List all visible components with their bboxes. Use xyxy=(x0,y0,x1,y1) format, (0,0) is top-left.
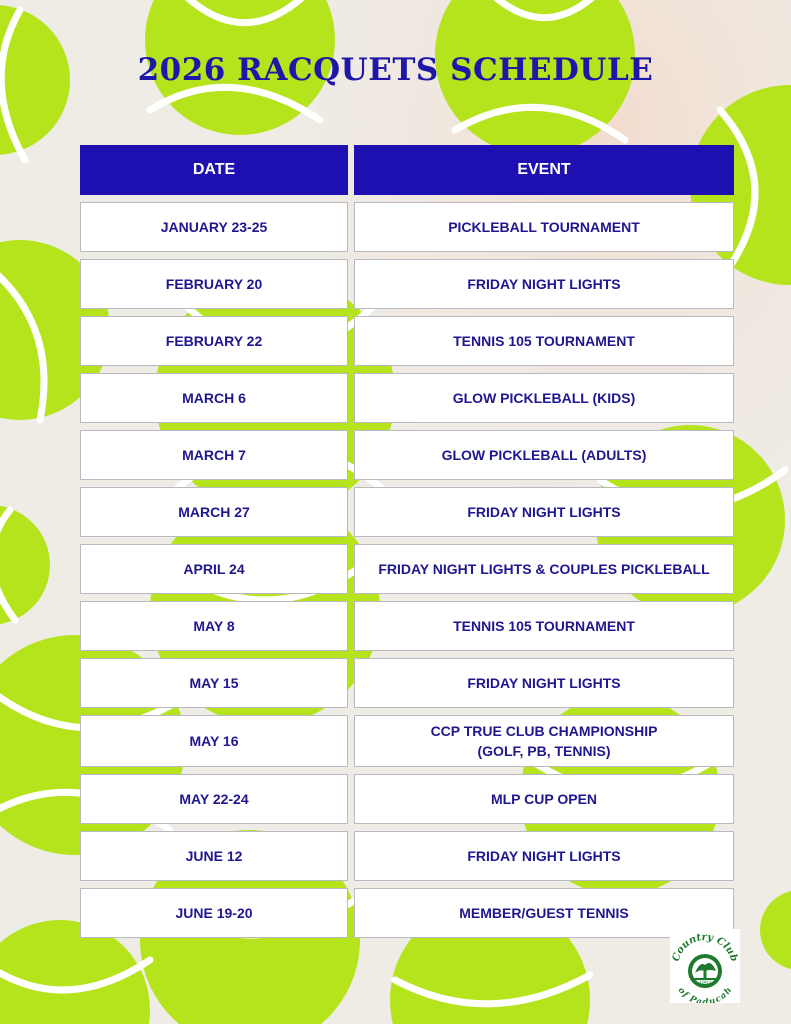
logo-year: 1902 xyxy=(698,980,712,986)
date-cell: MAY 8 xyxy=(80,601,348,651)
event-cell: CCP TRUE CLUB CHAMPIONSHIP (GOLF, PB, TENNIS) xyxy=(354,715,734,767)
date-cell: MARCH 7 xyxy=(80,430,348,480)
date-cell: JUNE 12 xyxy=(80,831,348,881)
table-row xyxy=(80,259,734,309)
event-cell: GLOW PICKLEBALL (ADULTS) xyxy=(354,430,734,480)
event-cell: PICKLEBALL TOURNAMENT xyxy=(354,202,734,252)
logo-bottom-text: of Paducah xyxy=(675,985,735,1003)
table-header-row xyxy=(80,145,734,195)
event-cell: FRIDAY NIGHT LIGHTS xyxy=(354,831,734,881)
event-cell: FRIDAY NIGHT LIGHTS xyxy=(354,259,734,309)
table-row xyxy=(80,658,734,708)
logo-top-text: Country Club xyxy=(670,931,740,963)
table-row xyxy=(80,430,734,480)
event-cell: TENNIS 105 TOURNAMENT xyxy=(354,316,734,366)
date-cell: MAY 16 xyxy=(80,715,348,767)
event-cell: TENNIS 105 TOURNAMENT xyxy=(354,601,734,651)
date-cell: MAY 22-24 xyxy=(80,774,348,824)
table-row xyxy=(80,831,734,881)
event-cell: FRIDAY NIGHT LIGHTS xyxy=(354,487,734,537)
date-cell: MARCH 27 xyxy=(80,487,348,537)
schedule-table xyxy=(80,145,734,945)
table-row xyxy=(80,544,734,594)
event-cell: GLOW PICKLEBALL (KIDS) xyxy=(354,373,734,423)
date-cell: MAY 15 xyxy=(80,658,348,708)
table-row xyxy=(80,601,734,651)
table-row xyxy=(80,715,734,767)
table-row xyxy=(80,487,734,537)
table-row xyxy=(80,202,734,252)
club-seal-icon xyxy=(670,929,740,1003)
date-cell: APRIL 24 xyxy=(80,544,348,594)
date-column-header: DATE xyxy=(80,145,348,195)
event-cell: MEMBER/GUEST TENNIS xyxy=(354,888,734,938)
date-cell: MARCH 6 xyxy=(80,373,348,423)
country-club-logo xyxy=(670,929,740,1003)
event-column-header: EVENT xyxy=(354,145,734,195)
event-cell: MLP CUP OPEN xyxy=(354,774,734,824)
table-row xyxy=(80,373,734,423)
table-row xyxy=(80,774,734,824)
event-cell: FRIDAY NIGHT LIGHTS & COUPLES PICKLEBALL xyxy=(354,544,734,594)
date-cell: FEBRUARY 20 xyxy=(80,259,348,309)
date-cell: JUNE 19-20 xyxy=(80,888,348,938)
table-row xyxy=(80,316,734,366)
page-title: 2026 RACQUETS SCHEDULE xyxy=(137,52,654,88)
table-row xyxy=(80,888,734,938)
date-cell: FEBRUARY 22 xyxy=(80,316,348,366)
event-cell: FRIDAY NIGHT LIGHTS xyxy=(354,658,734,708)
date-cell: JANUARY 23-25 xyxy=(80,202,348,252)
